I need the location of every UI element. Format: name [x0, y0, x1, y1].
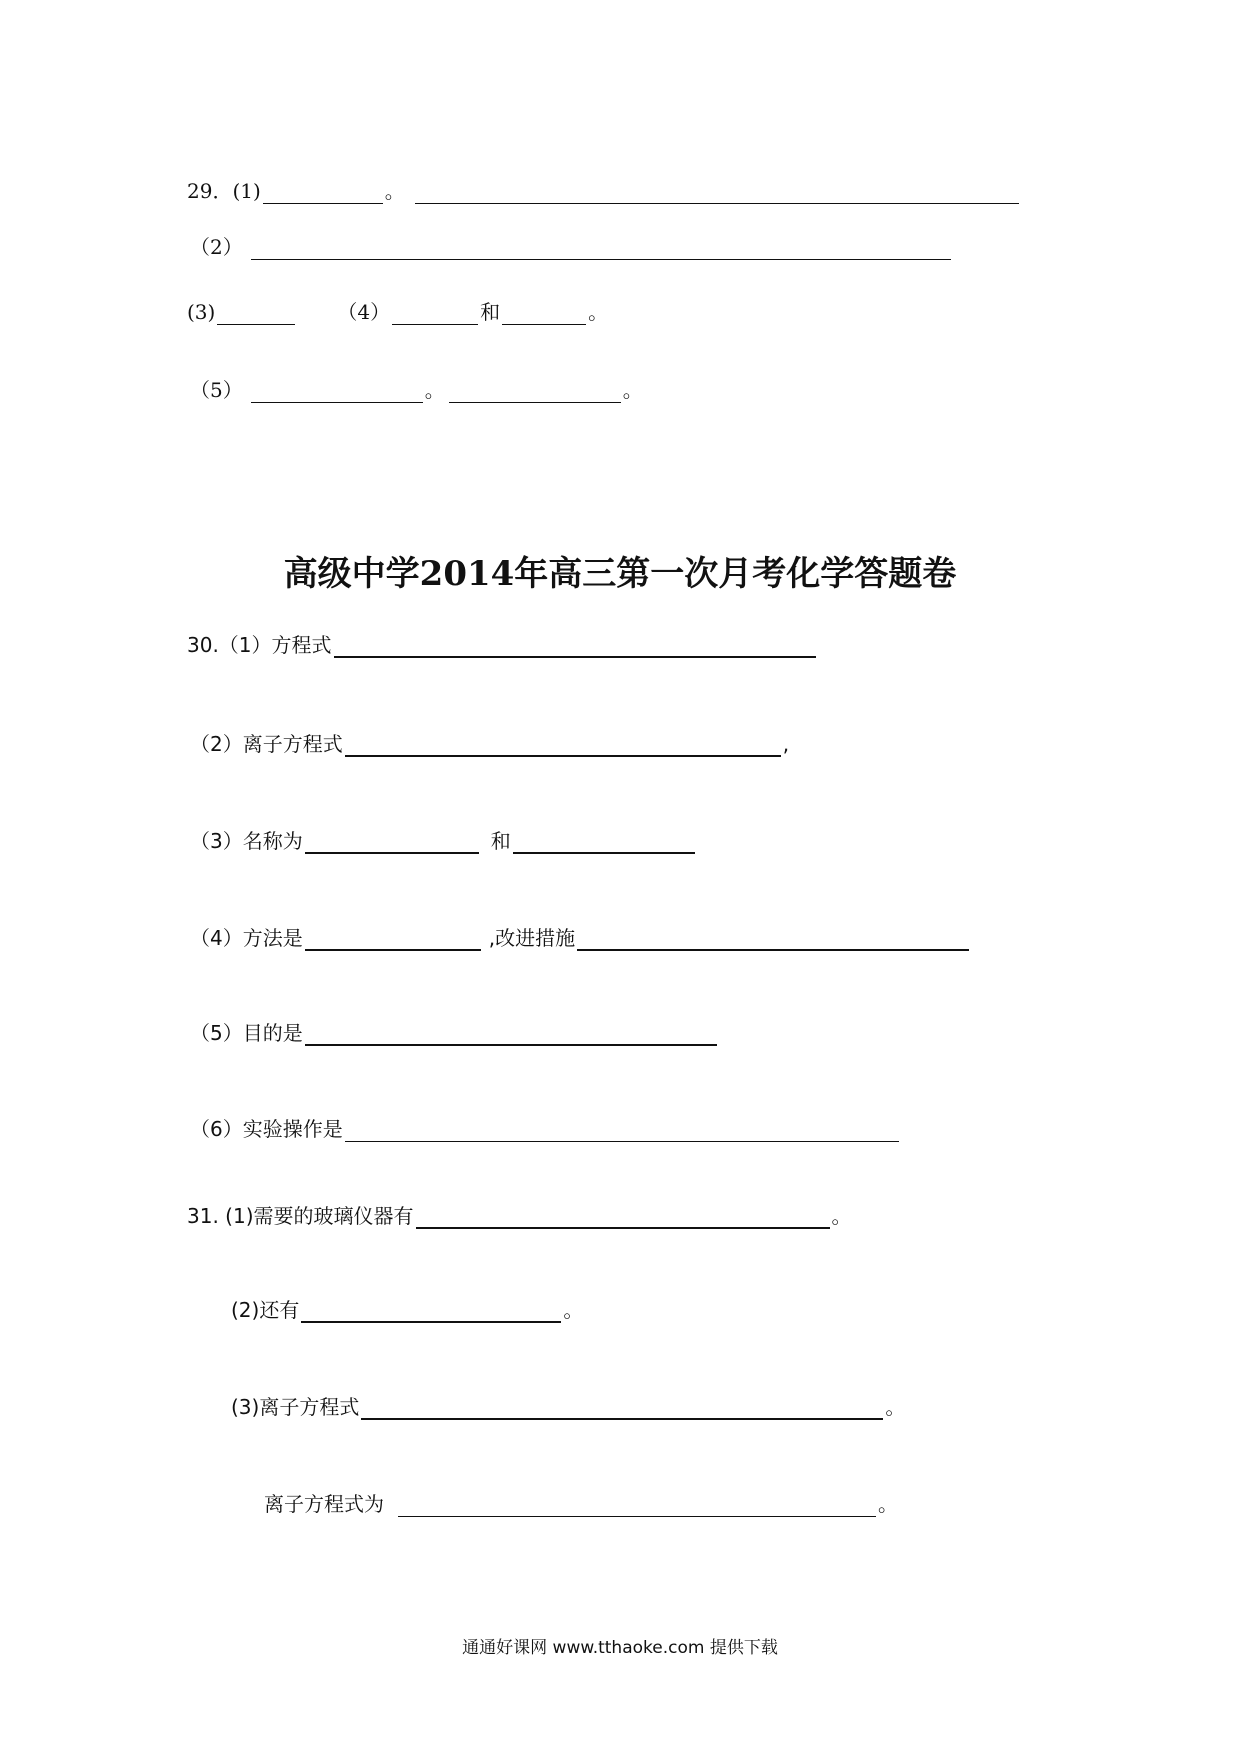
q31-line2 [231, 1297, 583, 1323]
q30-line1 [187, 632, 818, 658]
q31-1-label: 31. (1)需要的玻璃仪器有 [187, 1204, 414, 1228]
q31-line4 [264, 1491, 898, 1517]
q30-5-blank[interactable] [305, 1022, 717, 1046]
q29-line5 [190, 377, 643, 403]
q31-4-end: 。 [878, 1492, 898, 1516]
q31-3-end: 。 [885, 1395, 906, 1419]
q31-3-label: (3)离子方程式 [231, 1395, 360, 1419]
q30-3-blank-b[interactable] [513, 830, 695, 854]
q31-1-blank[interactable] [416, 1205, 830, 1229]
q30-2-label: （2）离子方程式 [190, 732, 343, 756]
q29-5-blank-a[interactable] [251, 380, 423, 403]
q30-3-label: （3）名称为 [190, 829, 303, 853]
q29-line2 [190, 234, 953, 260]
q29-1-blank-a[interactable] [263, 181, 383, 204]
q30-3-he: 和 [490, 829, 511, 853]
q30-line5 [190, 1020, 719, 1046]
footer-source: 通通好课网 www.tthaoke.com 提供下载 [462, 1638, 778, 1658]
q30-4-blank-b[interactable] [577, 927, 969, 951]
q29-4-blank-a[interactable] [392, 302, 478, 325]
q30-6-blank[interactable] [345, 1119, 899, 1142]
q30-4-mid: ,改进措施 [488, 926, 576, 950]
q31-1-end: 。 [831, 1204, 852, 1228]
q29-1-blank-b[interactable] [415, 181, 1019, 204]
q29-5-end: 。 [622, 378, 643, 402]
q31-line3 [231, 1394, 905, 1420]
q30-1-blank[interactable] [334, 634, 816, 658]
q31-4-label: 离子方程式为 [264, 1492, 384, 1516]
q29-2-label: （2） [190, 235, 243, 259]
q30-4-blank-a[interactable] [305, 927, 481, 951]
q29-5-blank-b[interactable] [449, 380, 621, 403]
q31-2-end: 。 [563, 1298, 584, 1322]
q31-line1 [187, 1203, 852, 1229]
q29-line3 [187, 299, 608, 325]
page-title: 高级中学2014年高三第一次月考化学答题卷 [283, 554, 957, 594]
q30-line3 [190, 828, 697, 854]
q29-line1 [187, 178, 1021, 204]
q31-2-label: (2)还有 [231, 1298, 300, 1322]
q29-1-sep: 。 [384, 179, 405, 203]
q29-4-he: 和 [480, 300, 501, 324]
q30-line2 [190, 731, 789, 757]
q29-3-label: (3) [187, 300, 216, 324]
q29-5-sep: 。 [424, 378, 445, 402]
q29-5-label: （5） [190, 378, 243, 402]
q31-4-blank[interactable] [398, 1494, 876, 1517]
q30-5-label: （5）目的是 [190, 1021, 303, 1045]
q30-2-end: , [782, 732, 790, 756]
q29-1-label: 29．(1) [187, 179, 261, 203]
q30-2-blank[interactable] [345, 733, 781, 757]
q31-3-blank[interactable] [361, 1396, 883, 1420]
q29-3-blank[interactable] [217, 302, 295, 325]
q29-2-blank[interactable] [251, 237, 951, 260]
q30-line6 [190, 1116, 901, 1142]
q31-2-blank[interactable] [301, 1299, 561, 1323]
q29-4-end: 。 [588, 300, 609, 324]
q30-6-label: （6）实验操作是 [190, 1117, 343, 1141]
q30-4-label: （4）方法是 [190, 926, 303, 950]
q29-4-blank-b[interactable] [502, 302, 586, 325]
q29-4-label: （4） [337, 300, 391, 324]
q30-1-label: 30.（1）方程式 [187, 633, 332, 657]
q30-3-blank-a[interactable] [305, 830, 479, 854]
q30-line4 [190, 925, 971, 951]
